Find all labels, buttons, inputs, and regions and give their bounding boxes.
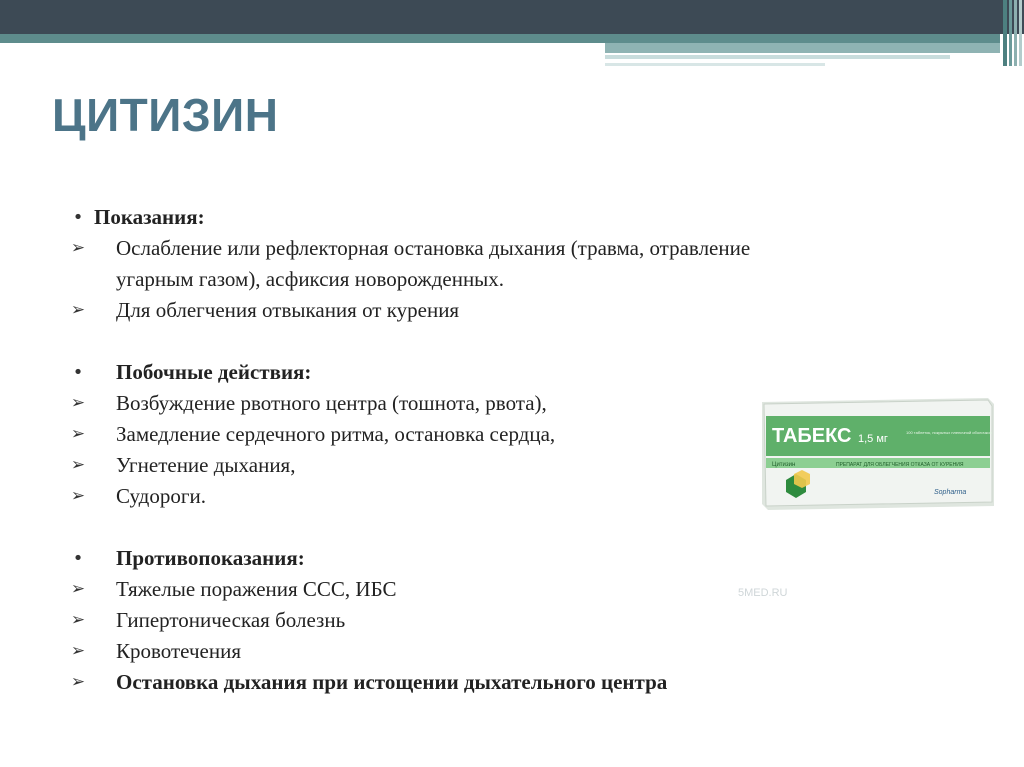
- section-heading: [68, 357, 918, 388]
- list-item-text: Замедление сердечного ритма, остановка сердца,: [116, 422, 556, 446]
- corner-stripe: [1003, 0, 1007, 66]
- list-item: [68, 636, 918, 667]
- arrow-bullet-icon: ➢: [70, 579, 86, 599]
- list-item-text: Остановка дыхания при истощении дыхательного центра: [116, 670, 668, 694]
- header-line-thin: [605, 63, 825, 66]
- section-heading-text: Противопоказания:: [116, 546, 305, 570]
- list-item-text: Судороги.: [116, 484, 206, 508]
- arrow-bullet-icon: ➢: [70, 300, 86, 320]
- list-item-continuation: [68, 264, 918, 295]
- list-item-text: Гипертоническая болезнь: [116, 608, 346, 632]
- bullet-icon: •: [72, 207, 84, 228]
- package-dose: 1,5 мг: [858, 433, 888, 445]
- list-item: [68, 233, 918, 264]
- section-heading: [68, 543, 918, 574]
- list-item: [68, 667, 918, 698]
- slide-title: ЦИТИЗИН: [52, 89, 279, 141]
- list-item-text: Кровотечения: [116, 639, 241, 663]
- watermark: 5MED.RU: [738, 587, 788, 599]
- corner-stripe: [1009, 0, 1012, 66]
- corner-stripe: [1019, 0, 1022, 66]
- arrow-bullet-icon: ➢: [70, 455, 86, 475]
- arrow-bullet-icon: ➢: [70, 424, 86, 444]
- list-item: [68, 605, 918, 636]
- header-bar: [0, 0, 1024, 34]
- list-item-text: Ослабление или рефлекторная остановка дыхания (травма, отравление: [116, 236, 751, 260]
- arrow-bullet-icon: ➢: [70, 486, 86, 506]
- package-maker: Sopharma: [934, 489, 967, 496]
- header-stripe: [0, 34, 1000, 43]
- list-item: [68, 574, 918, 605]
- header-line: [605, 55, 950, 59]
- package-small-text: 100 таблеток, покрытых пленочной оболочкой: [906, 430, 992, 435]
- arrow-bullet-icon: ➢: [70, 641, 86, 661]
- medicine-package-image: [756, 398, 996, 510]
- header-stripe-light: [605, 43, 1000, 53]
- arrow-bullet-icon: ➢: [70, 610, 86, 630]
- section-heading: [68, 202, 918, 233]
- arrow-bullet-icon: ➢: [70, 238, 86, 258]
- list-item: [68, 295, 918, 326]
- list-item-text: угарным газом), асфиксия новорожденных.: [116, 267, 505, 291]
- arrow-bullet-icon: ➢: [70, 672, 86, 692]
- list-item-text: Угнетение дыхания,: [116, 453, 296, 477]
- package-purpose: ПРЕПАРАТ ДЛЯ ОБЛЕГЧЕНИЯ ОТКАЗА ОТ КУРЕНИЯ: [836, 462, 964, 468]
- package-brand: ТАБЕКС: [772, 425, 852, 447]
- package-substance: Цитизин: [772, 462, 796, 468]
- section-heading-text: Побочные действия:: [116, 360, 312, 384]
- bullet-icon: •: [72, 362, 84, 383]
- list-item-text: Тяжелые поражения ССС, ИБС: [116, 577, 397, 601]
- bullet-icon: •: [72, 548, 84, 569]
- list-item-text: Для облегчения отвыкания от курения: [116, 298, 460, 322]
- list-item-text: Возбуждение рвотного центра (тошнота, рвота),: [116, 391, 547, 415]
- section-heading-text: Показания:: [94, 205, 205, 229]
- arrow-bullet-icon: ➢: [70, 393, 86, 413]
- corner-stripe: [1014, 0, 1017, 66]
